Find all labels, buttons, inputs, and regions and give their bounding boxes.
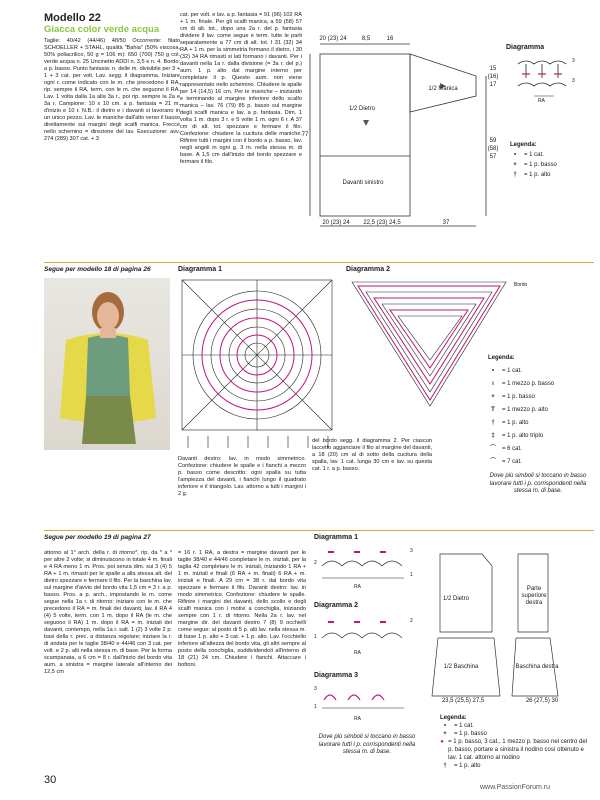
text-model18-b: del bordo segg. il diagramma 2. Per ciascun laccetto agganciare il filo al margine del davanti, a 18 (20) cm al di sotto della cucitura della spalla, lav. 1 cat. lunga 30 cm e lav. su questa cat. 1 r. a p. basso. (312, 438, 432, 472)
model-subtitle: Giacca color verde acqua (44, 24, 160, 35)
legend-item: T = 1 mezzo p. alto (488, 404, 588, 417)
model-title: Modello 22 (44, 12, 101, 24)
model-photo (44, 278, 170, 450)
back-label: 1/2 Dietro (348, 106, 375, 112)
legend-middle-note: Dove più simboli si toccano in basso lavorare tutti i p. corrispondenti nella stessa m. di base. (489, 473, 587, 494)
diagram-19-1 (314, 534, 424, 594)
legend-bottom-title: Legenda: (440, 715, 467, 721)
model22-block (44, 12, 180, 238)
dim-right-2: (16) (487, 74, 499, 80)
row-mark: 2 (314, 560, 317, 566)
sleeve-label: 1/2 Manica (428, 86, 458, 92)
schematic-vest (428, 536, 588, 706)
legend-item: + = 1 p. basso (443, 731, 487, 737)
dim-right-3: 17 (489, 82, 497, 88)
diagram-top-title: Diagramma (506, 44, 545, 51)
instructions-col1: Taglie: 40/42 (44/46) 48/50 Occorrente: filato SCHOELLER + STAHL, qualità "Bahia" (50% viscosa, 50% poliacrilico, 50 g = 106 m): 650 (700) 750 g col. verde acqua n. 25 Uncinetto ADDI n. 3,5 e n. 4. Bordo: a p. basso. Punto fantasia: n. delle m. divisibile per 3 + 1 + 3 cat. per volt. Lav. segg. il diagramma. Iniziare ogni r. come indicato con le m. che precedono il RA, rip. sempre il RA, term. con le m. che seguono il RA. Lav. 1 volta dalla 1a alla 3a r., poi rip. sempre la 2a e 3a r. Campione: 10 x 10 cm. a p. fantasia = 21 m. d'inizio e 10 r. N.B.: il dietro e i davanti si lavorano in un unico pezzo. Lav. le maniche dall'alto verso il basso direttamente sui margini degli scalfi manica. Frecce nello schemino = direzione del lav. Esecuzione: avv. 274 (289) 307 cat. + 3 (44, 38, 180, 142)
upper-front-label: Parte superiore destra (521, 586, 547, 606)
dim-top-left: 20 (23) 24 (319, 36, 347, 42)
back-half-label: 1/2 Dietro (442, 596, 469, 602)
legend-item: • = 1 cat. (488, 365, 588, 378)
legend-bottom (440, 714, 592, 770)
diagram-1-title: Diagramma 1 (178, 266, 222, 273)
diagram-1 (178, 266, 338, 456)
legend-text: = 1 p. alto (502, 420, 529, 426)
legend-text: = 1 p. alto (454, 763, 481, 769)
legend-text: = 1 cat. (524, 152, 544, 158)
legend-item-pbasso: + = 1 p. basso (513, 162, 557, 168)
dim-right2-3: 57 (489, 154, 497, 160)
legend-item: ● = 1 p. basso, 3 cat., 1 mezzo p. basso nel centro del p. basso, portare a sinistra il nodino così ottenuto e lav. 1 cat. attorno al nodino (440, 738, 592, 762)
legend-text: = 1 p. basso (524, 162, 557, 168)
legend-text: = 1 mezzo p. basso (502, 381, 555, 387)
row-mark: 1 (314, 704, 317, 710)
diagram-top (506, 44, 586, 114)
divider (44, 530, 594, 531)
page-number: 30 (44, 774, 57, 786)
row-mark: 3 (410, 548, 413, 554)
dim-top-mid: 8,5 (361, 36, 371, 42)
legend-item: † = 1 p. alto (443, 763, 481, 769)
schematic-garment (301, 36, 501, 236)
row-1: 3 (572, 78, 575, 84)
legend-item: ‡ = 1 p. alto triplo (488, 430, 588, 443)
dim-right-1: 15 (489, 66, 497, 72)
dim-bottom-3: 37 (442, 220, 450, 226)
legend-middle (488, 352, 588, 496)
legend-text: = 6 cat. (502, 446, 522, 452)
dim-right2-2: (58) (487, 146, 499, 152)
row-mark: 3 (314, 686, 317, 692)
ra-label: RA (538, 98, 545, 104)
continuation-19: Segue per modello 19 di pagina 27 (44, 534, 151, 541)
row-mark: 2 (410, 618, 413, 624)
instructions-col2: cat. per volt. e lav. a p. fantasia = 91 (96) 102 RA + 1 m. finale. Per gli scalfi manica, a 59 (58) 57 cm di alt. tot., dopo una 2a r. del p. fantasia dividere il lav. come segue e term. tutte le parti separatamente a 77 cm di alt. tot. I 31 (32) 34 RA + 1 m. per la simmetria formano il dietro, i 30 (32) 34 RA rimasti si lati formano i davanti. Per i davanti nella 1a r. dalla divisione (= 3a r. del p.) aum. 1 p. alto dal margine interno per completare il p. Questo aum. non viene rappresentato nello schemino. Chiudere le spalle per 14 (14,5) 16 cm. Per le maniche – iniziando e terminando al margine inferiore dello scalfo manica – lav. 76 (79) 85 p. basso sul margine degli scalfi manica e lav. a p. fantasia. Dim. 1 volta 1 m. dopo 3 r. e 5 volte 1 m. ogni 6 r. A 37 cm di alt. tot. spezzare e fermare il filo. Confezione: chiudere la cucitura delle maniche. Rifinire tutti i margini con il bordo a p. basso, lav. negli angoli in ogni g. 3 m. nella stessa m. di base. A 1,5 cm dall'inizio del bordo spezzare e fermare il filo. (180, 12, 302, 165)
ra-label: RA (354, 584, 361, 590)
border-label: Bordo (514, 282, 528, 288)
legend-item: ⌒ = 6 cat. (488, 443, 588, 456)
diagram-19-3 (314, 672, 424, 726)
legend-top-title: Legenda: (510, 142, 537, 148)
legend-top (510, 140, 590, 180)
text-model18-a: Davanti destro: lav. in modo simmetrico. Confezione: chiudere le spalle e i fianchi a mezzo p. basso come descritto: ogni spalla su tutta l'ampiezza del davanti, i fianchi lungo il quadrato inferiore e il triangolo. Lav. attorno a tutti i margini i 2 g. (178, 456, 306, 497)
text-model19-a: attorno al 1° arch. della r. di ritorno*, rip. da * a * per altre 2 volte; si diminuiscono in totale 4 m. finali e 4 RA meno 1 m. Pros. poi senza dim. sui 3 (4) 5 RA + 1 m. rimasti per le spalle a alla stessa alt. del dietro spezzare e fermare il filo. Per la baschina lav. sul margine d'avvio del bordo vita 1,5 cm = 3 r. a p. basso. Pros. a p. arch., impostando le m. come segue nella 1a r. di ritorno: iniziare con le m. che precedono il RA = m. finali dei davanti, lav. il RA 4 (4) 5 volte, term. con 1 m. dopo il RA (le m. che seguono il RA) 1 m. dopo il RA = m. iniziali dei davanti, contempo, nella 1a r. salt. 1 (2) 3 volte 2 p. basi della r. prec. a distanza regolare; iniziare la r. di andata per le taglie 38/40 e 44/46 con 3 cat. per volt. e 2 p. alti nella stessa m. di base. Per la forma scampanata, a 6 cm = 8 r. dall'inizio del bordo vita aum. a sinistra = margine laterale all'interno dei 12,5 cm (44, 550, 172, 675)
peplum-right-label: Baschina destra (515, 664, 559, 670)
legend-item: ⌒ = 7 cat. (488, 456, 588, 469)
legend-text: = 1 cat. (454, 723, 474, 729)
legend-item-cat: • = 1 cat. (513, 152, 544, 158)
text-model19-b: = 16 r. 1 RA, a destra = margine davanti per le taglie 38/40 e 44/46 completare le m. iniziali, per la taglia 42 completare le m. iniziali, iniziando 1 RA + 1 m. iniziali e finali (6 RA + m. finali) 6 RA + m. iniziali e finali. A 29 cm = 38 r. dal bordo vita spezzare e fermare il filo. Davanti destro: lav. in modo simmetrico. Confezione: chiudere le spalle. Rifinire i margini dei davanti, dello scollo e degli scalfi manica con i motivi a conchiglia, iniziando sempre con 1 r. di ritorno. Nella 2a r. lav. nel margine dir. del davanti destro 7 (8) 9 occhielli come segue: al posto di 5 p. alti lav. nella stessa m. di base 1 p. alto + 3 cat. + 1 p. alto. Lav. l'occhiello inferiore all'altezza del bordo vita, gli altri sempre al posto della conchiglia, suddividendoli all'interno di 18 (21) 24 cm. Chiudere i fianchi. Attaccare i bottoni. (178, 550, 306, 668)
legend-item-palto: † = 1 p. alto (513, 172, 551, 178)
dim-bottom-1: 20 (23) 24 (322, 220, 350, 226)
legend-text: = 7 cat. (502, 459, 522, 465)
legend-text: = 1 p. basso (502, 394, 535, 400)
diag19-2-title: Diagramma 2 (314, 602, 358, 609)
site-footer: www.PassionForum.ru (480, 784, 551, 791)
legend-middle-title: Legenda: (488, 355, 515, 361)
diagram-19-2 (314, 602, 424, 662)
legend-text: = 1 mezzo p. alto (502, 407, 548, 413)
dim-right2-1: 59 (489, 138, 497, 144)
divider (44, 262, 594, 263)
legend-text: = 1 p. basso, 3 cat., 1 mezzo p. basso nel centro del p. basso, portare a sinistra il nodino così ottenuto e lav. 1 cat. attorno al nodino (448, 739, 588, 761)
legend-text: = 1 p. alto triplo (502, 433, 544, 439)
diagram-19-note: Dove più simboli si toccano in basso lavorare tutti i p. corrispondenti nella stessa m. di base. (318, 734, 416, 755)
row-3: 3 (572, 58, 575, 64)
dim-bottom-right: 26 (27,5) 30 (525, 698, 559, 704)
front-label: Davanti sinistro (342, 180, 384, 186)
row-mark: 1 (314, 634, 317, 640)
dim-bottom-left: 23,5 (25,5) 27,5 (441, 698, 485, 704)
row-mark: 1 (410, 572, 413, 578)
continuation-18: Segue per modello 18 di pagina 26 (44, 266, 151, 273)
legend-item: • = 1 cat. (443, 723, 474, 729)
legend-item: ı = 1 mezzo p. basso (488, 378, 588, 391)
diag19-1-title: Diagramma 1 (314, 534, 358, 541)
dim-total: 77 (301, 132, 309, 138)
ra-label: RA (354, 716, 361, 722)
legend-item: † = 1 p. alto (488, 417, 588, 430)
legend-text: = 1 p. alto (524, 172, 551, 178)
diag19-3-title: Diagramma 3 (314, 672, 358, 679)
legend-item: + = 1 p. basso (488, 391, 588, 404)
legend-text: = 1 p. basso (454, 731, 487, 737)
peplum-label: 1/2 Baschina (443, 664, 479, 670)
diagram-2-title: Diagramma 2 (346, 266, 390, 273)
ra-label: RA (354, 650, 361, 656)
legend-text: = 1 cat. (502, 368, 522, 374)
dim-bottom-2: 22,5 (23) 24,5 (363, 220, 401, 226)
dim-top-right: 16 (386, 36, 394, 42)
